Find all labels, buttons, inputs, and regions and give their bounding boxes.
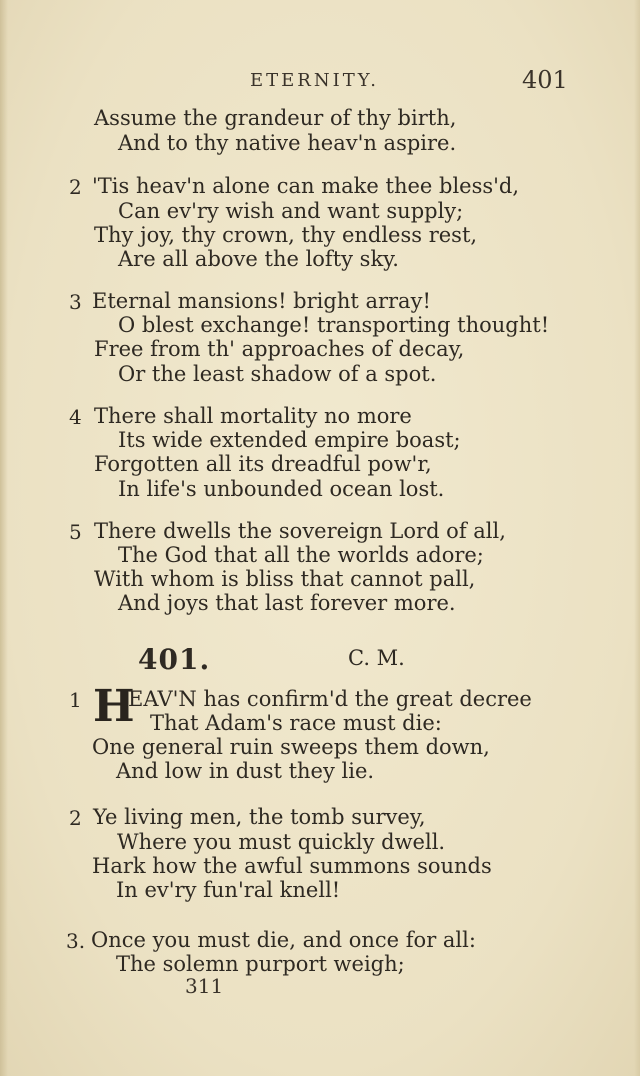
verse-line: Hark how the awful summons sounds bbox=[92, 854, 492, 878]
verse-line: There dwells the sovereign Lord of all, bbox=[94, 519, 506, 543]
hymn-number: 401. bbox=[138, 643, 211, 676]
verse-number: 3 bbox=[69, 290, 82, 314]
page-edge-right bbox=[634, 0, 640, 1076]
verse-line: Thy joy, thy crown, thy endless rest, bbox=[94, 223, 478, 247]
signature-mark: 311 bbox=[185, 974, 224, 998]
running-title: ETERNITY. bbox=[250, 70, 379, 91]
verse-line: Forgotten all its dreadful pow'r, bbox=[94, 452, 432, 476]
verse-line: Eternal mansions! bright array! bbox=[92, 289, 431, 313]
drop-cap: H bbox=[93, 681, 135, 732]
verse-line: And to thy native heav'n aspire. bbox=[118, 131, 457, 155]
verse-number: 5 bbox=[69, 520, 82, 544]
verse-line: The God that all the worlds adore; bbox=[118, 543, 484, 567]
verse-line: Once you must die, and once for all: bbox=[91, 928, 476, 952]
verse-number: 2 bbox=[69, 175, 82, 199]
verse-line: Ye living men, the tomb survey, bbox=[93, 805, 426, 829]
verse-line: O blest exchange! transporting thought! bbox=[118, 313, 550, 337]
verse-line: Where you must quickly dwell. bbox=[117, 830, 446, 854]
verse-line: EAV'N has confirm'd the great decree bbox=[128, 687, 532, 711]
verse-number: 2 bbox=[69, 806, 82, 830]
page-number: 401 bbox=[522, 66, 568, 94]
verse-line: The solemn purport weigh; bbox=[116, 952, 405, 976]
verse-line: Or the least shadow of a spot. bbox=[118, 362, 437, 386]
verse-number: 1 bbox=[69, 688, 82, 712]
verse-line: In life's unbounded ocean lost. bbox=[118, 477, 445, 501]
verse-line: Its wide extended empire boast; bbox=[118, 428, 461, 452]
verse-line: There shall mortality no more bbox=[94, 404, 412, 428]
verse-line: Free from th' approaches of decay, bbox=[94, 337, 465, 361]
verse-number: 4 bbox=[69, 405, 82, 429]
verse-line: And joys that last forever more. bbox=[118, 591, 456, 615]
verse-line: With whom is bliss that cannot pall, bbox=[94, 567, 476, 591]
verse-line: Are all above the lofty sky. bbox=[118, 247, 399, 271]
verse-line: One general ruin sweeps them down, bbox=[92, 735, 490, 759]
hymn-meter: C. M. bbox=[348, 646, 405, 670]
verse-line: Can ev'ry wish and want supply; bbox=[118, 199, 464, 223]
verse-line: 'Tis heav'n alone can make thee bless'd, bbox=[92, 174, 520, 198]
verse-line: That Adam's race must die: bbox=[150, 711, 442, 735]
verse-line: Assume the grandeur of thy birth, bbox=[94, 106, 457, 130]
verse-number: 3. bbox=[66, 929, 86, 953]
page-edge-left bbox=[0, 0, 8, 1076]
verse-line: In ev'ry fun'ral knell! bbox=[116, 878, 341, 902]
verse-line: And low in dust they lie. bbox=[116, 759, 375, 783]
